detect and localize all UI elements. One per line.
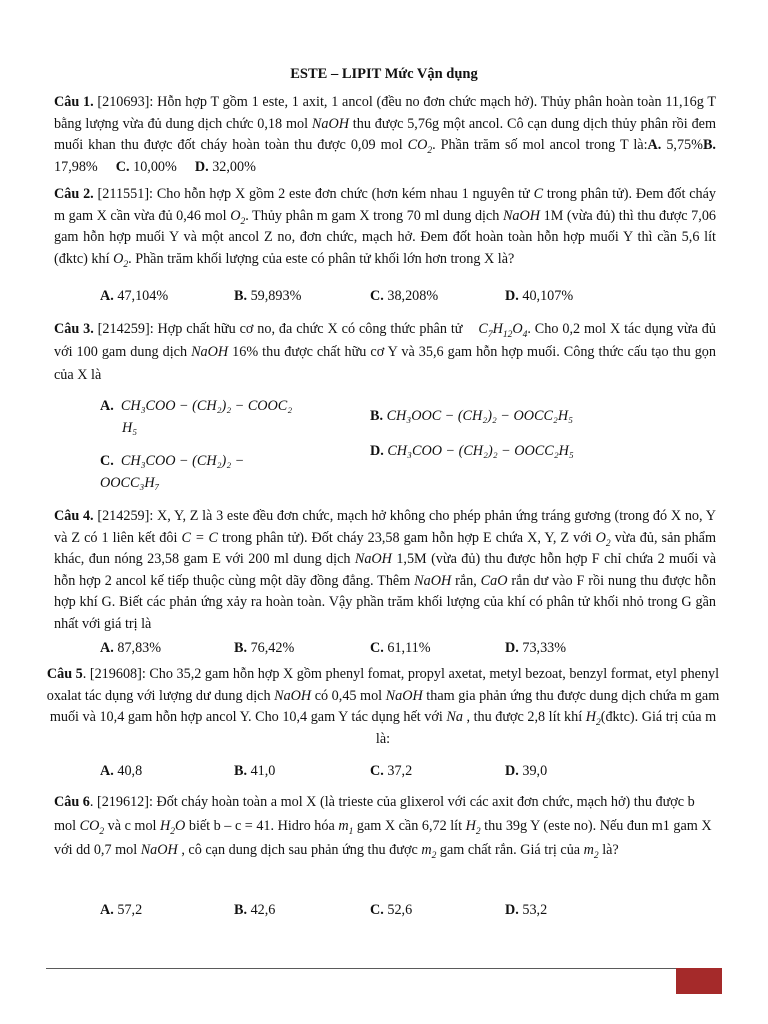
footer-rule: [46, 968, 722, 969]
q1-option-c-label: C.: [115, 158, 130, 175]
q1-option-b: 17,98%: [54, 158, 98, 175]
q6-option-b: B. 42,6: [234, 902, 276, 918]
q4-option-a: A. 87,83%: [100, 640, 162, 656]
q1-option-b-label: B.: [702, 137, 716, 153]
q3-option-c: C. CH₃COO − (CH₂)₂ − OOCC₃H₇: [100, 453, 245, 491]
question-5-label: Câu 5: [46, 666, 83, 682]
question-6: Câu 6. [219612]: Đốt cháy hoàn toàn a mol X (là trieste của glixerol với các axit đơn chức, mạch hở) thu được b mol $CO_2$ và c mol $H_2O$ biết b – c = 41. Hidro hóa $m_1$ gam X cần 6,72 lít $H_2$ thu 39g Y (este no). Nếu đun m1 gam X với dd 0,7 mol NaOH , cô cạn dung dịch sau phản ứng thu được $m_2$ gam chất rắn. Giá trị của $m_2$ là?: [54, 794, 712, 861]
q3-formula: $C_7H_{12}O_4$: [478, 321, 528, 340]
question-4-label: Câu 4.: [54, 508, 94, 524]
q1-option-c: 10,00%: [129, 158, 177, 175]
q2-option-a: A. 47,104%: [100, 288, 169, 304]
q1-option-d-label: D.: [194, 158, 209, 175]
question-1: Câu 1. [210693]: Hỗn hợp T gồm 1 este, 1 axit, 1 ancol (đều no đơn chức mạch hở). Thủy phân hoàn toàn 11,16g T bằng lượng vừa đủ dung dịch chức 0,18 mol NaOH thu được 5,76g một ancol. Cô cạn dung dịch thủy phân rồi đem muối khan thu được đốt cháy hoàn toàn thu được 0,09 mol $CO_2$. Phần trăm số mol ancol trong T là:A. 5,75%B. 17,98% C. 10,00% D. 32,00%: [54, 94, 716, 175]
question-2: Câu 2. [211551]: Cho hỗn hợp X gồm 2 este đơn chức (hơn kém nhau 1 nguyên tử C trong phân tử). Đem đốt cháy m gam X cần vừa đủ 0,46 mol $O_2$. Thủy phân m gam X trong 70 ml dung dịch NaOH 1M (vừa đủ) thì thu được 7,06 gam hỗn hợp muối Y và một ancol Z no, đơn chức, mạch hở. Đem đốt hoàn toàn hỗn hợp muối Y thì cần 5,6 lít (đktc) khí $O_2$. Phần trăm khối lượng của este có phân tử khối lớn hơn trong X là?: [54, 186, 717, 270]
q5-options: [100, 761, 720, 783]
question-2-label: Câu 2.: [54, 186, 94, 202]
q4-option-d: D. 73,33%: [505, 640, 567, 656]
question-3: Câu 3. [214259]: Hợp chất hữu cơ no, đa chức X có công thức phân tử $C_7H_{12}O_4$. Cho 0,2 mol X tác dụng vừa đủ với 100 gam dung dịch NaOH 16% thu được chất hữu cơ Y và 35,6 gam hỗn hợp muối. Công thức cấu tạo thu gọn của X là: [54, 321, 716, 383]
q3-option-a: A. CH₃COO − (CH₂)₂ − COOC₂ H₅: [100, 398, 293, 436]
question-3-label: Câu 3.: [54, 321, 94, 337]
question-5: Câu 5. [219608]: Cho 35,2 gam hỗn hợp X gồm phenyl fomat, propyl axetat, metyl bezoat, benzyl format, etyl phenyl oxalat tác dụng với lượng dư dung dịch NaOH có 0,45 mol NaOH tham gia phản ứng thu được dung dịch chứa m gam muối và 10,4 gam hỗn hợp ancol Y. Cho 10,4 gam Y tác dụng hết với Na , thu được 2,8 lít khí $H_2(đktc)$. Giá trị của m là:: [46, 666, 720, 747]
q6-option-a: A. 57,2: [100, 902, 143, 918]
q4-option-c: C. 61,11%: [370, 640, 431, 656]
footer-accent-block: [676, 968, 722, 994]
question-6-label: Câu 6: [54, 794, 90, 810]
q2-options: [100, 286, 720, 308]
q1-option-a: 5,75%: [661, 137, 703, 153]
q5-option-a: A. 40,8: [100, 763, 143, 779]
question-1-label: Câu 1.: [54, 94, 94, 110]
q3-option-d: D. CH₃COO − (CH₂)₂ − OOCC₂H₅: [370, 443, 574, 459]
q1-option-d: 32,00%: [208, 158, 256, 175]
q6-option-c: C. 52,6: [370, 902, 413, 918]
q6-option-d: D. 53,2: [505, 902, 548, 918]
q2-option-b: B. 59,893%: [234, 288, 302, 304]
question-4: Câu 4. [214259]: X, Y, Z là 3 este đều đơn chức, mạch hở không cho phép phản ứng tráng gương (trong đó X no, Y và Z có 1 liên kết đôi C = C trong phân tử). Đốt cháy 23,58 gam hỗn hợp E chứa X, Y, Z với $O_2$ vừa đủ, sản phẩm khác, đun nóng 23,58 gam E với 200 ml dung dịch NaOH 1,5M (vừa đủ) thu được hỗn hợp F chỉ chứa 2 muối và hỗn hợp 2 ancol kế tiếp thuộc cùng một dãy đồng đẳng. Thêm NaOH rắn, CaO rắn dư vào F rồi nung thu được hỗn hợp khí G. Biết các phản ứng xảy ra hoàn toàn. Vậy phần trăm khối lượng của khí có phân tử khối nhỏ trong G gần nhất với giá trị là: [54, 508, 717, 632]
q5-option-c: C. 37,2: [370, 763, 413, 779]
q1-option-a-label: A.: [647, 137, 662, 153]
q5-option-d: D. 39,0: [505, 763, 548, 779]
page-title: ESTE – LIPIT Mức Vận dụng: [290, 66, 478, 82]
q3-option-b: B. CH₃OOC − (CH₂)₂ − OOCC₂H₅: [370, 408, 574, 424]
q2-option-d: D. 40,107%: [505, 288, 574, 304]
q5-option-b: B. 41,0: [234, 763, 276, 779]
q4-options: [100, 638, 720, 660]
q6-options: [100, 900, 720, 922]
q4-option-b: B. 76,42%: [234, 640, 295, 656]
q2-option-c: C. 38,208%: [370, 288, 439, 304]
